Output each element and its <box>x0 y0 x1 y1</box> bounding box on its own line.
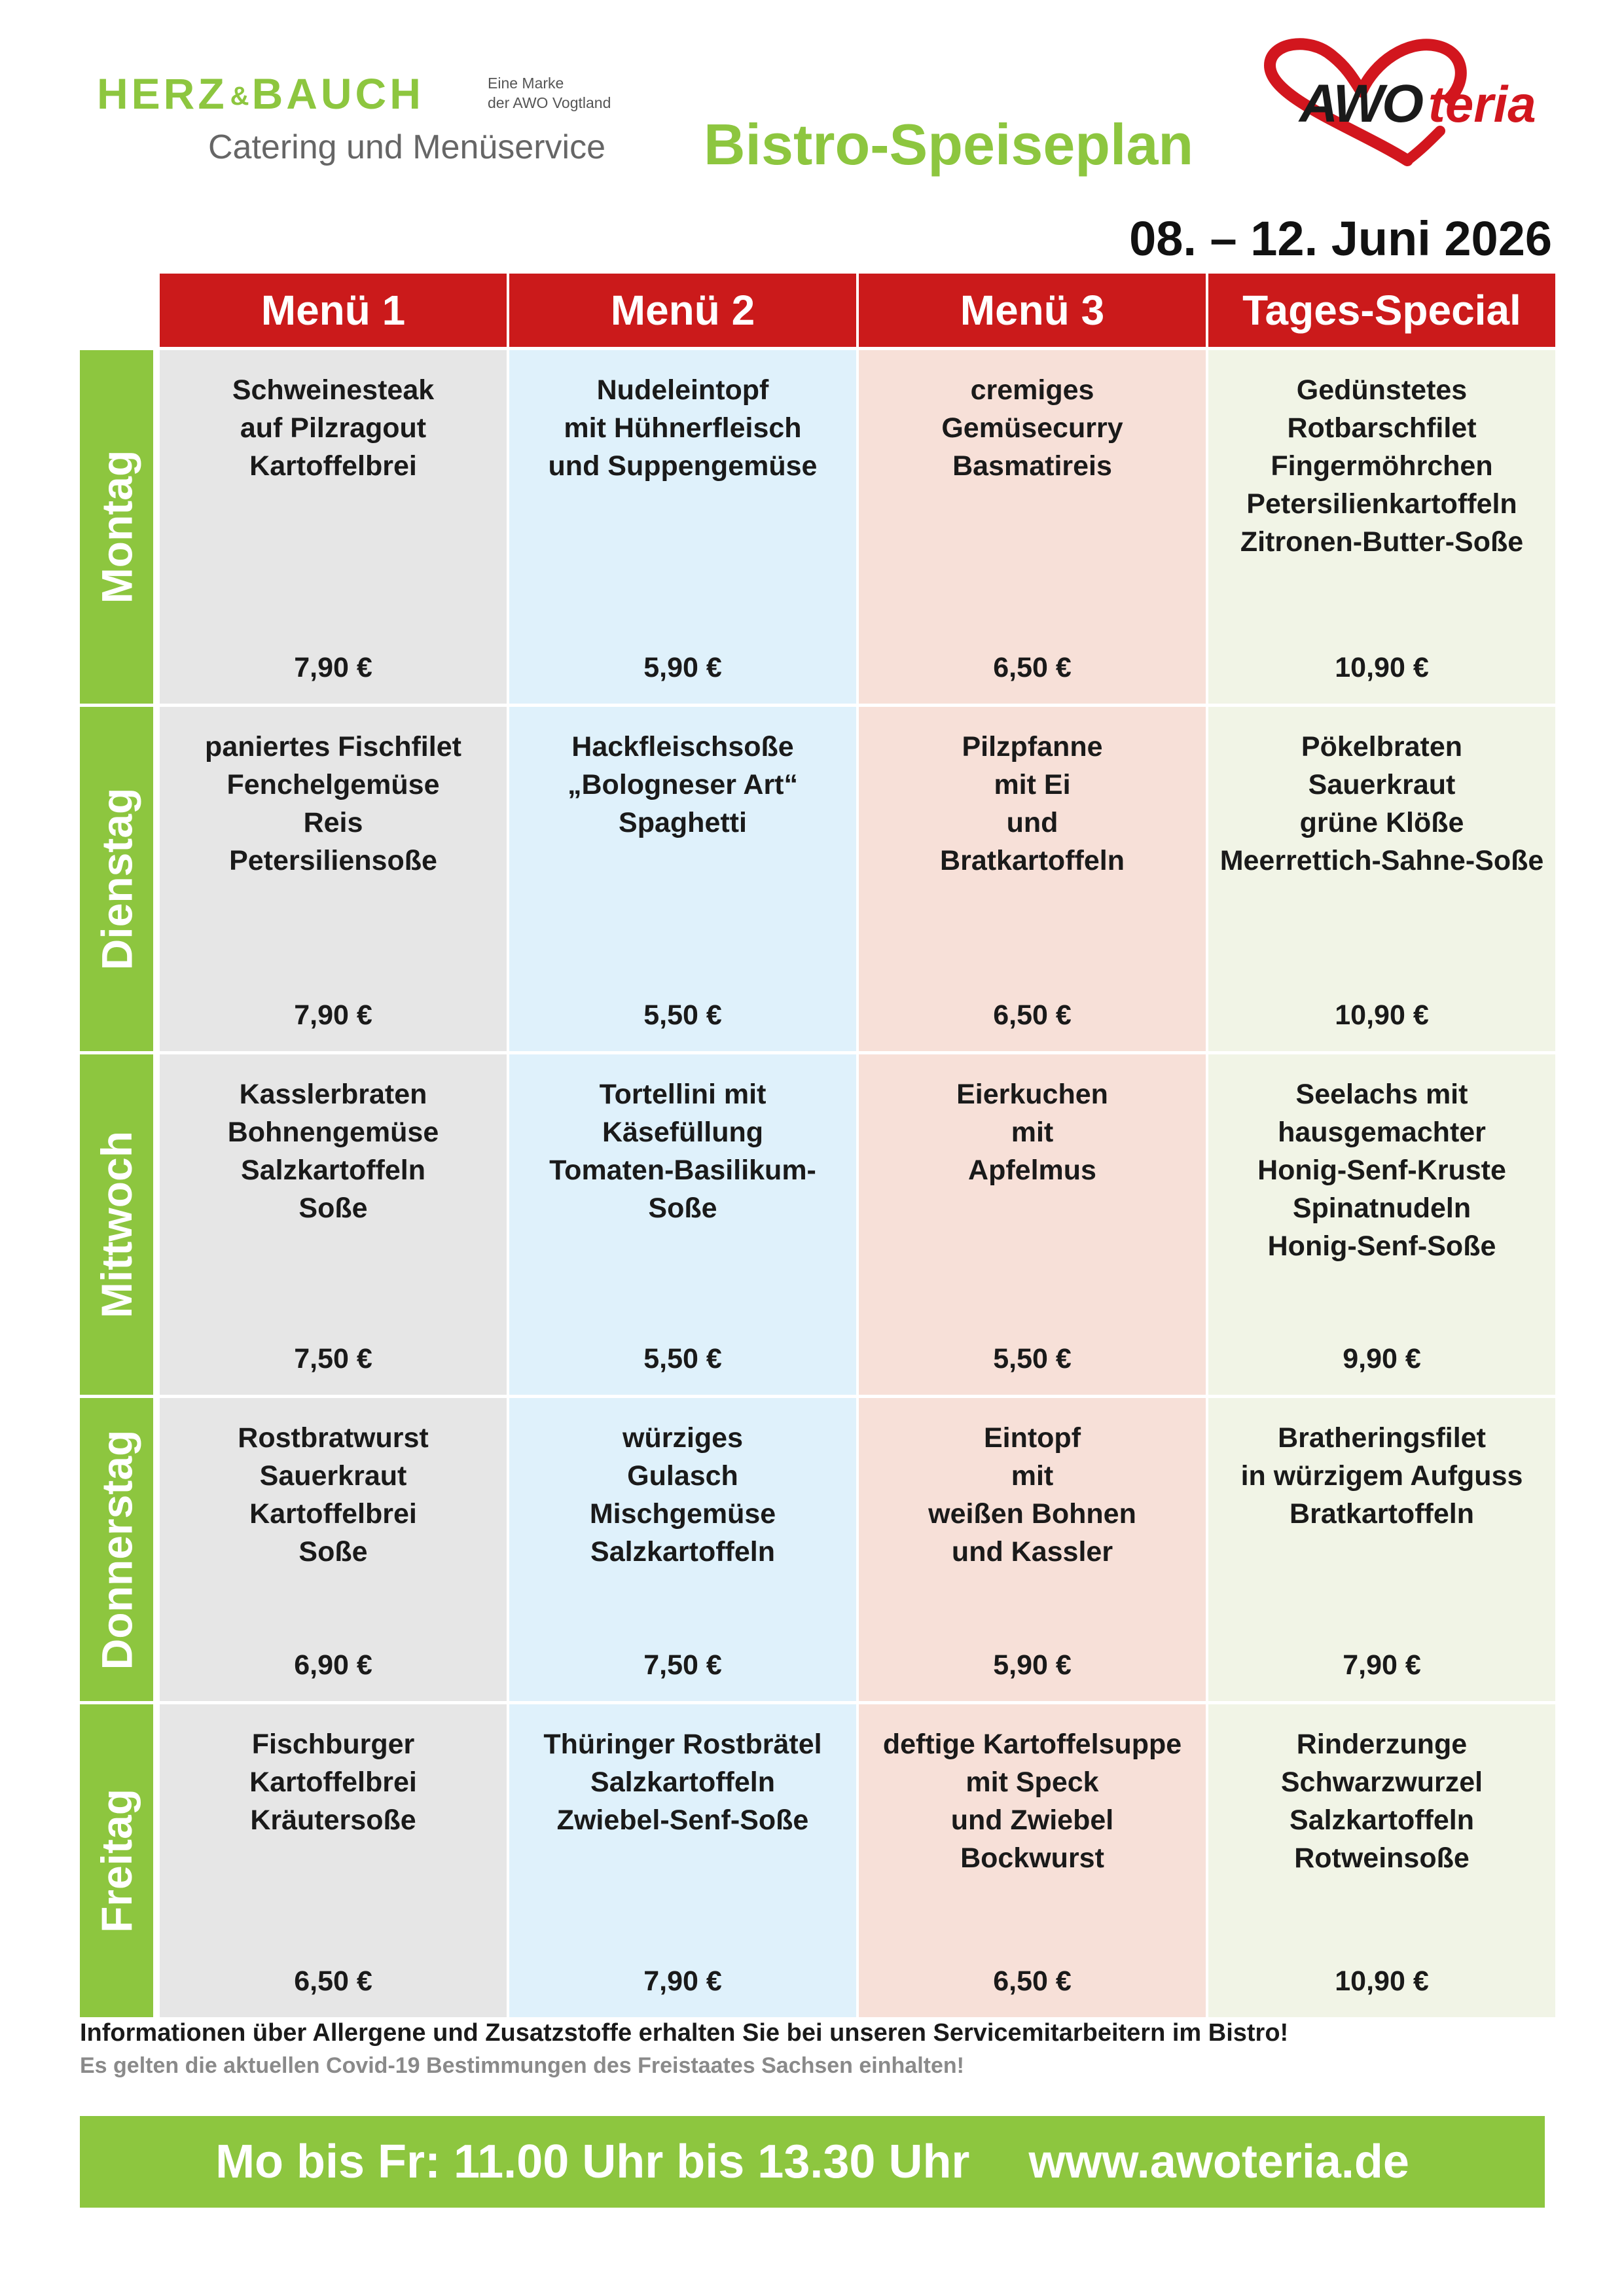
menu-cell-freitag-menu-1 <box>160 1704 507 2017</box>
brand-tagline <box>488 73 611 113</box>
dish-description: Rostbratwurst Sauerkraut Kartoffelbrei Soße <box>238 1422 429 1568</box>
dish-description: würziges Gulasch Mischgemüse Salzkartoffeln <box>589 1422 776 1568</box>
opening-hours: Mo bis Fr: 11.00 Uhr bis 13.30 Uhr <box>215 2136 970 2188</box>
dish-price: 10,90 € <box>1335 999 1429 1031</box>
dish-price: 6,50 € <box>993 1965 1072 1997</box>
dish-description: deftige Kartoffelsuppe mit Speck und Zwiebel Bockwurst <box>882 1729 1182 1874</box>
dish-price: 5,50 € <box>643 999 722 1031</box>
dish-price: 5,90 € <box>643 652 722 683</box>
column-header-menu-1: Menü 1 <box>160 274 507 347</box>
dish-description: Kasslerbraten Bohnengemüse Salzkartoffeln Soße <box>227 1079 439 1224</box>
brand-tagline-line-1: Eine Marke <box>488 75 564 92</box>
date-range: 08. – 12. Juni 2026 <box>1129 211 1552 266</box>
dish-price: 9,90 € <box>1343 1343 1421 1374</box>
day-label-text: Freitag <box>92 1788 141 1933</box>
brand-logo-herz-bauch <box>97 69 424 118</box>
menu-cell-donnerstag-tages-special <box>1208 1398 1555 1701</box>
menu-cell-freitag-tages-special <box>1208 1704 1555 2017</box>
menu-cell-dienstag-menu-1 <box>160 707 507 1051</box>
website-link[interactable]: www.awoteria.de <box>1028 2136 1409 2188</box>
dish-description: paniertes Fischfilet Fenchelgemüse Reis Petersiliensoße <box>205 731 461 876</box>
day-label-text: Mittwoch <box>92 1131 141 1318</box>
dish-price: 7,90 € <box>294 652 372 683</box>
menu-cell-dienstag-menu-3 <box>859 707 1206 1051</box>
dish-price: 6,50 € <box>294 1965 372 1997</box>
brand-ampersand: & <box>230 82 249 111</box>
dish-description: Hackfleischsoße „Bologneser Art“ Spaghetti <box>568 731 798 838</box>
dish-description: Thüringer Rostbrätel Salzkartoffeln Zwiebel-Senf-Soße <box>543 1729 822 1836</box>
dish-price: 6,50 € <box>993 999 1072 1031</box>
dish-price: 7,90 € <box>643 1965 722 1997</box>
page-title: Bistro-Speiseplan <box>704 112 1194 177</box>
menu-cell-mittwoch-menu-2 <box>509 1054 856 1395</box>
awoteria-wordmark <box>1299 73 1536 135</box>
dish-description: Seelachs mit hausgemachter Honig-Senf-Kruste Spinatnudeln Honig-Senf-Soße <box>1257 1079 1506 1262</box>
column-header-menu-2: Menü 2 <box>509 274 856 347</box>
covid-info-text: Es gelten die aktuellen Covid-19 Bestimmungen des Freistaates Sachsen einhalten! <box>80 2053 964 2078</box>
brand-name-herz: HERZ <box>97 69 228 118</box>
day-label-text: Donnerstag <box>92 1429 141 1670</box>
allergen-info-text: Informationen über Allergene und Zusatzstoffe erhalten Sie bei unseren Servicemitarbeitern im Bistro! <box>80 2019 1289 2047</box>
dish-price: 6,90 € <box>294 1649 372 1681</box>
column-header-tages-special: Tages-Special <box>1208 274 1555 347</box>
brand-tagline-line-2: der AWO Vogtland <box>488 94 611 111</box>
logo-teria-text: teria <box>1428 75 1536 133</box>
footer-bar <box>80 2116 1545 2208</box>
dish-description: Eierkuchen mit Apfelmus <box>956 1079 1108 1186</box>
day-label-mittwoch <box>80 1054 153 1395</box>
menu-cell-donnerstag-menu-2 <box>509 1398 856 1701</box>
menu-cell-freitag-menu-3 <box>859 1704 1206 2017</box>
dish-description: Nudeleintopf mit Hühnerfleisch und Suppengemüse <box>548 374 818 482</box>
day-label-freitag <box>80 1704 153 2017</box>
dish-description: Eintopf mit weißen Bohnen und Kassler <box>928 1422 1136 1568</box>
brand-name-bauch: BAUCH <box>251 69 424 118</box>
day-label-dienstag <box>80 707 153 1051</box>
brand-subtitle: Catering und Menüservice <box>208 128 605 166</box>
day-label-donnerstag <box>80 1398 153 1701</box>
menu-cell-montag-menu-2 <box>509 350 856 704</box>
dish-price: 7,90 € <box>294 999 372 1031</box>
dish-description: Schweinesteak auf Pilzragout Kartoffelbrei <box>232 374 435 482</box>
dish-description: Rinderzunge Schwarzwurzel Salzkartoffeln Rotweinsoße <box>1280 1729 1483 1874</box>
dish-price: 7,50 € <box>643 1649 722 1681</box>
dish-price: 10,90 € <box>1335 1965 1429 1997</box>
menu-cell-mittwoch-tages-special <box>1208 1054 1555 1395</box>
dish-description: cremiges Gemüsecurry Basmatireis <box>941 374 1123 482</box>
column-header-menu-3: Menü 3 <box>859 274 1206 347</box>
dish-description: Bratheringsfilet in würzigem Aufguss Bratkartoffeln <box>1240 1422 1523 1530</box>
day-label-text: Dienstag <box>92 787 141 971</box>
dish-price: 5,90 € <box>993 1649 1072 1681</box>
dish-price: 5,50 € <box>643 1343 722 1374</box>
dish-price: 7,50 € <box>294 1343 372 1374</box>
menu-cell-freitag-menu-2 <box>509 1704 856 2017</box>
dish-description: Gedünstetes Rotbarschfilet Fingermöhrchen Petersilienkartoffeln Zitronen-Butter-Soße <box>1240 374 1524 558</box>
menu-cell-dienstag-tages-special <box>1208 707 1555 1051</box>
day-label-montag <box>80 350 153 704</box>
menu-cell-mittwoch-menu-3 <box>859 1054 1206 1395</box>
dish-description: Pilzpfanne mit Ei und Bratkartoffeln <box>940 731 1125 876</box>
day-label-text: Montag <box>92 450 141 604</box>
dish-price: 6,50 € <box>993 652 1072 683</box>
menu-cell-donnerstag-menu-1 <box>160 1398 507 1701</box>
dish-price: 7,90 € <box>1343 1649 1421 1681</box>
dish-description: Tortellini mit Käsefüllung Tomaten-Basilikum- Soße <box>549 1079 816 1224</box>
dish-description: Fischburger Kartoffelbrei Kräutersoße <box>249 1729 417 1836</box>
menu-cell-montag-menu-1 <box>160 350 507 704</box>
menu-cell-dienstag-menu-2 <box>509 707 856 1051</box>
menu-cell-montag-tages-special <box>1208 350 1555 704</box>
dish-price: 5,50 € <box>993 1343 1072 1374</box>
menu-cell-mittwoch-menu-1 <box>160 1054 507 1395</box>
dish-description: Pökelbraten Sauerkraut grüne Klöße Meerrettich-Sahne-Soße <box>1219 731 1544 876</box>
menu-cell-donnerstag-menu-3 <box>859 1398 1206 1701</box>
logo-awo-text: AWO <box>1299 74 1422 134</box>
menu-cell-montag-menu-3 <box>859 350 1206 704</box>
dish-price: 10,90 € <box>1335 652 1429 683</box>
